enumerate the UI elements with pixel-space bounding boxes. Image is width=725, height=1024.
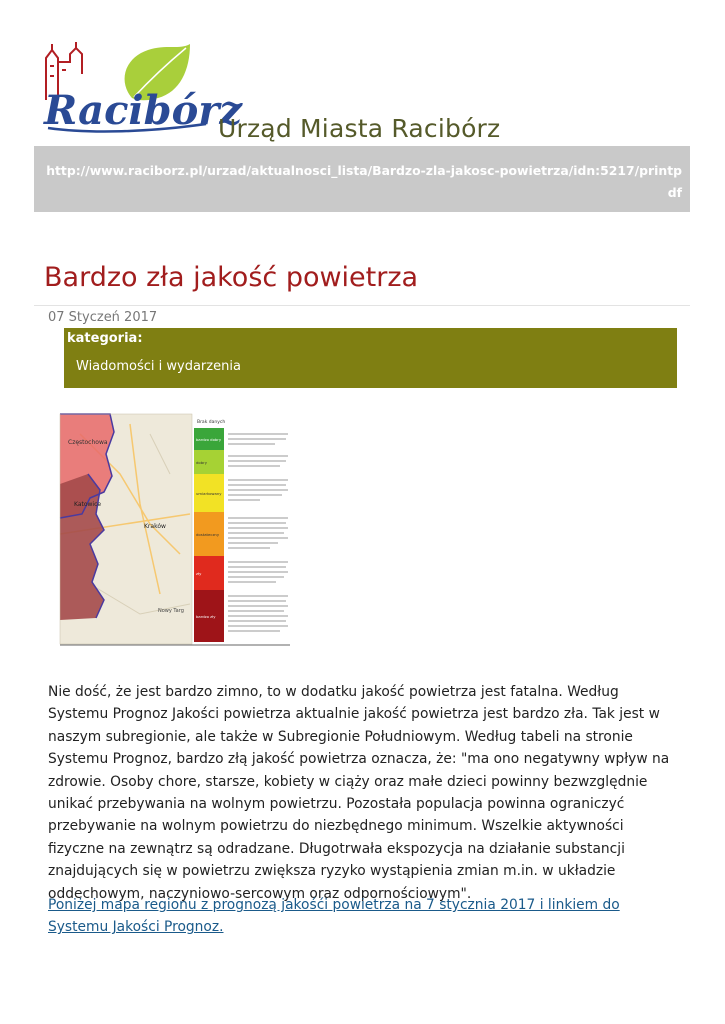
site-title: Urząd Miasta Racibórz: [218, 114, 501, 143]
legend-label: bardzo dobry: [196, 437, 222, 442]
legend-label: bardzo zły: [196, 614, 216, 619]
print-url[interactable]: http://www.raciborz.pl/urzad/aktualnosci_lista/Bardzo-zla-jakosc-powietrza/idn:5217/printpdf: [46, 163, 682, 200]
city-label: Kraków: [144, 523, 166, 530]
legend-label: umiarkowany: [196, 491, 222, 496]
legend-label: dostateczny: [196, 532, 220, 537]
divider: [34, 305, 690, 306]
air-quality-map-image[interactable]: [60, 414, 290, 646]
legend-label: zły: [196, 571, 202, 576]
category-box: [64, 328, 677, 388]
category-label: kategoria:: [67, 331, 143, 346]
city-label: Katowice: [74, 501, 102, 508]
article-title: Bardzo zła jakość powietrza: [44, 262, 419, 293]
city-label: Częstochowa: [68, 439, 108, 446]
article-date: 07 Styczeń 2017: [48, 310, 158, 325]
legend-header: Brak danych: [197, 420, 226, 425]
legend-label: dobry: [196, 460, 207, 465]
map-link[interactable]: Poniżej mapa regionu z prognozą jakośći powietrza na 7 stycznia 2017 i linkiem do Systemu Jakości Prognoz.: [48, 897, 620, 936]
print-url-bar: [34, 146, 690, 212]
logo-wordmark: Racibórz: [44, 87, 243, 134]
legend-rows: [194, 428, 224, 642]
article-body: Nie dość, że jest bardzo zimno, to w dodatku jakość powietrza jest fatalna. Według Systemu Prognoz Jakości powietrza aktualnie jakość powietrza jest bardzo zła. Tak jest w naszym subregionie, ale także w Subregionie Południowym. Według tabeli na stronie Systemu Prognoz, bardzo złą jakość powietrza oznacza, że: "ma ono negatywny wpływ na zdrowie. Osoby chore, starsze, kobiety w ciąży oraz małe dzieci powinny bezwzględnie unikać przebywania na wolnym powietrzu. Pozostała populacja powinna ograniczyć przebywanie na wolnym powietrzu do niezbędnego minimum. Wszelkie aktywności fizyczne na zewnątrz są odradzane. Długotrwała ekspozycja na działanie substancji znajdujących się w powietrzu zwiększa ryzyko wystąpienia zmian m.in. w układzie oddechowym, naczyniowo-sercowym oraz odpornościowym".: [48, 684, 670, 902]
city-label: Nowy Targ: [158, 608, 184, 614]
raciborz-logo[interactable]: [40, 40, 243, 136]
category-value[interactable]: Wiadomości i wydarzenia: [76, 359, 241, 374]
